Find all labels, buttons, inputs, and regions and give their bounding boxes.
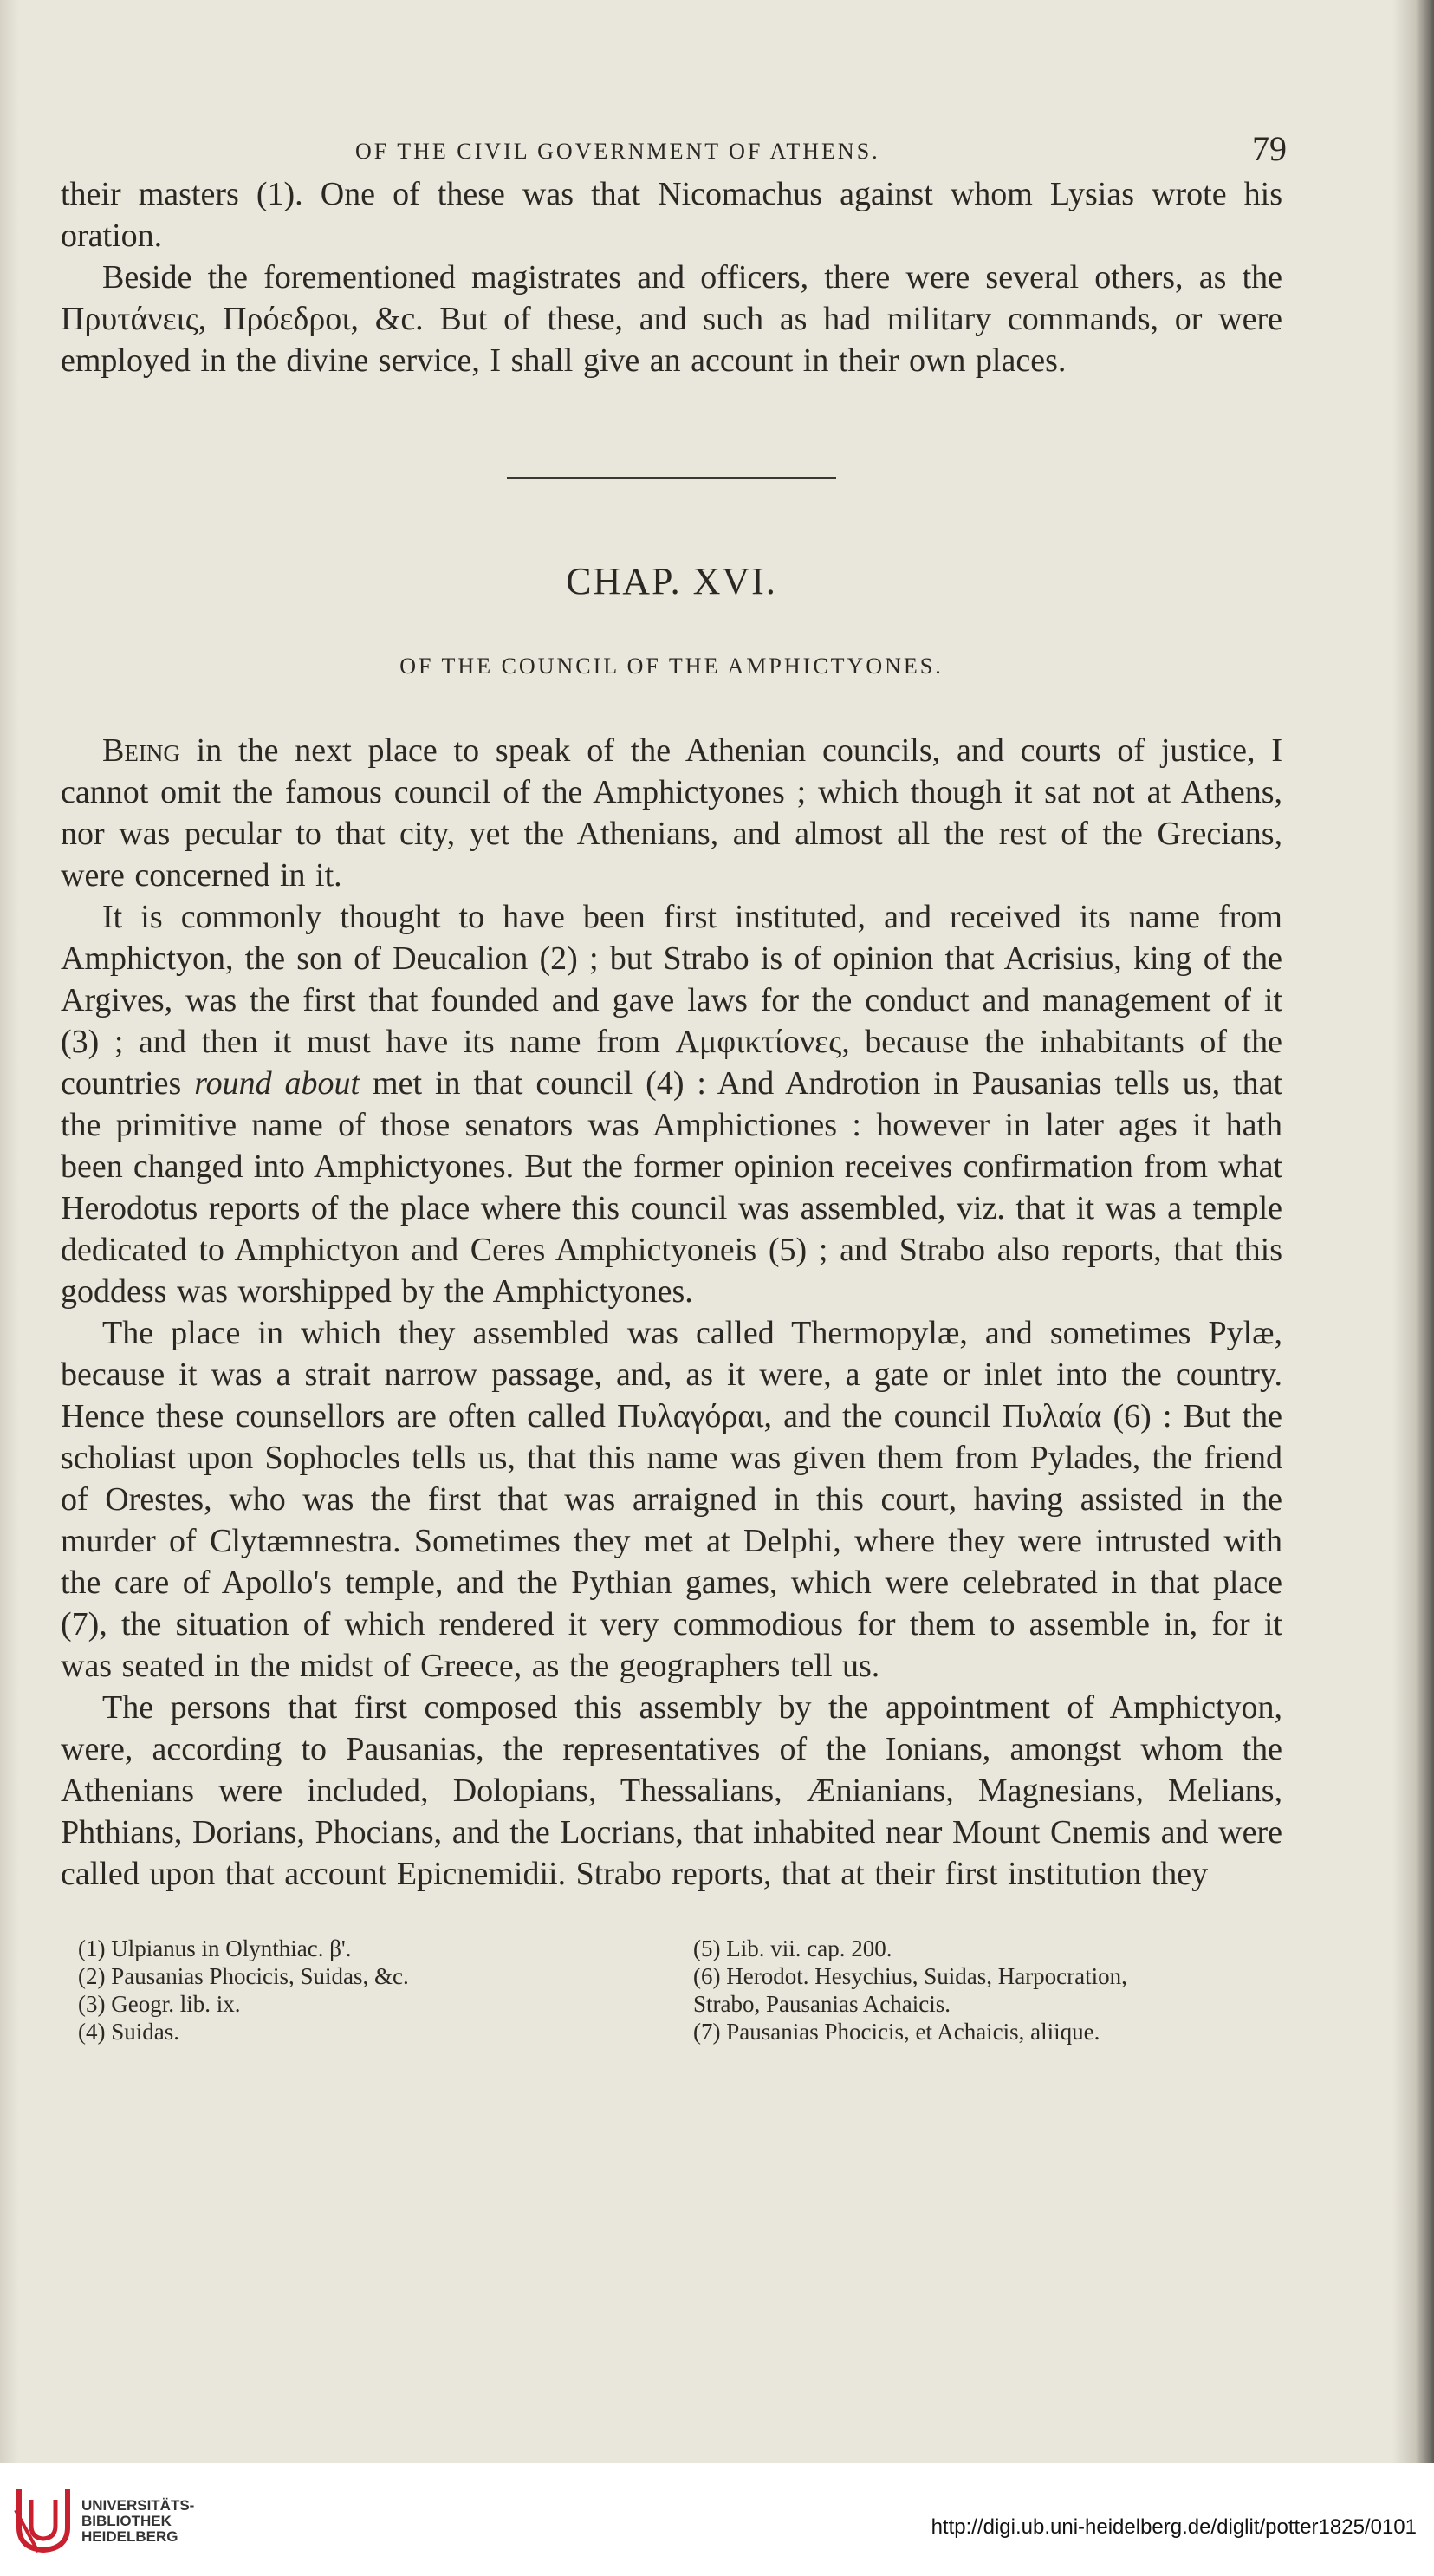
library-name-line-2: BIBLIOTHEK xyxy=(81,2513,172,2529)
paragraph-origin-part-a: It is commonly thought to have been first instituted, and received its name from Amphictyon, the son of Deucalion (2) ; but Strabo is of opinion that Acrisius, king of the Argives, was the first that founded and gave laws for the conduct and management of it (3) ; and then it must have its name from Αμφικτίονες, because the inhabitants of the countries xyxy=(61,899,1282,1102)
section-divider xyxy=(507,477,836,479)
library-name-line-1: UNIVERSITÄTS- xyxy=(81,2497,195,2514)
footnote-7: (7) Pausanias Phocicis, et Achaicis, aliique. xyxy=(693,2019,1100,2045)
library-logo-icon xyxy=(12,2484,75,2555)
footnote-6: (6) Herodot. Hesychius, Suidas, Harpocration, xyxy=(693,1963,1127,1989)
paragraph-place: The place in which they assembled was called Thermopylæ, and sometimes Pylæ, because it was a strait narrow passage, and, as it were, a gate or inlet into the country. Hence these counsellors are often called Πυλαγόραι, and the council Πυλαία (6) : But the scholiast upon Sophocles tells us, that this name was given them from Pylades, the friend of Orestes, who was the first that was arraigned in this court, having assisted in the murder of Clytæmnestra. Sometimes they met at Delphi, where they were intrusted with the care of Apollo's temple, and the Pythian games, which were celebrated in that place (7), the situation of which rendered it very commodious for them to assemble in, for it was seated in the midst of Greece, as the geographers tell us. xyxy=(61,1315,1282,1684)
book-spine-shadow xyxy=(1392,0,1434,2463)
page-left-edge xyxy=(0,0,19,2463)
italic-phrase: round about xyxy=(194,1065,360,1102)
page-number: 79 xyxy=(1252,129,1287,168)
footnote-2: (2) Pausanias Phocicis, Suidas, &c. xyxy=(78,1963,409,1989)
library-name xyxy=(81,2498,194,2545)
footnote-1: (1) Ulpianus in Olynthiac. β'. xyxy=(78,1935,352,1961)
footnotes xyxy=(61,1935,1282,2046)
chapter-title: CHAP. XVI. xyxy=(566,560,777,602)
paragraph-being-text: in the next place to speak of the Athenian councils, and courts of justice, I cannot omit the famous council of the Amphictyones ; which though it sat not at Athens, nor was pecular to that city, yet the Athenians, and almost all the rest of the Grecians, were concerned in it. xyxy=(61,732,1282,894)
chapter-subtitle: OF THE COUNCIL OF THE AMPHICTYONES. xyxy=(399,654,944,679)
footnote-4: (4) Suidas. xyxy=(78,2019,179,2045)
viewer-footer xyxy=(0,2463,1434,2576)
footnote-3: (3) Geogr. lib. ix. xyxy=(78,1991,241,2017)
library-name-line-3: HEIDELBERG xyxy=(81,2528,178,2545)
paragraph-being xyxy=(61,730,1282,896)
source-url-link[interactable]: http://digi.ub.uni-heidelberg.de/diglit/potter1825/0101 xyxy=(931,2515,1417,2539)
running-head-title: OF THE CIVIL GOVERNMENT OF ATHENS. xyxy=(355,139,880,164)
paragraph-magistrates: Beside the forementioned magistrates and officers, there were several others, as the Πρυτάνεις, Πρόεδροι, &c. But of these, and such as had military commands, or were employed in the divine service, I shall give an account in their own places. xyxy=(61,259,1282,379)
footnotes-left-column xyxy=(61,1935,633,2046)
running-head xyxy=(61,121,1287,173)
paragraph-origin xyxy=(61,896,1282,1312)
lead-word: Being xyxy=(102,732,180,769)
footnote-5: (5) Lib. vii. cap. 200. xyxy=(693,1935,892,1961)
paragraph-continued: their masters (1). One of these was that Nicomachus against whom Lysias wrote his oration. xyxy=(61,176,1282,254)
text-block xyxy=(61,121,1287,2046)
paragraph-persons: The persons that first composed this assembly by the appointment of Amphictyon, were, according to Pausanias, the representatives of the Ionians, amongst whom the Athenians were included, Dolopians, Thessalians, Ænianians, Magnesians, Melians, Phthians, Dorians, Phocians, and the Locrians, that inhabited near Mount Cnemis and were called upon that account Epicnemidii. Strabo reports, that at their first institution they xyxy=(61,1689,1282,1892)
footnotes-right-column xyxy=(693,1935,1282,2046)
footnote-6-continued: Strabo, Pausanias Achaicis. xyxy=(693,1991,951,2017)
paragraph-origin-part-b: met in that council (4) : And Androtion in Pausanias tells us, that the primitive name of those senators was Amphictiones : however in later ages it hath been changed into Amphictyones. But the former opinion receives confirmation from what Herodotus reports of the place where this council was assembled, viz. that it was a temple dedicated to Amphictyon and Ceres Amphictyoneis (5) ; and Strabo also reports, that this goddess was worshipped by the Amphictyones. xyxy=(61,1065,1282,1310)
